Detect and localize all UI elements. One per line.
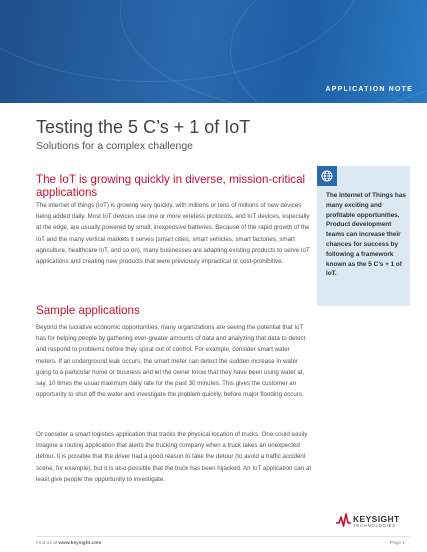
section-paragraph: Or consider a smart logistics application that tracks the physical location of trucks. One could easily imagine a routing application that alerts the trucking company when a truck takes an unexpected detour. It is possible that the driver had a good reason to take the detour (to avoid a traffic accident scene, for example), but it is also possible that the truck has been hijacked. An IoT application can at least give people the opportunity to investigate. [36, 431, 312, 483]
callout-box [317, 166, 410, 306]
keysight-wave-icon [336, 513, 351, 527]
section-heading-sample-applications: Sample applications [36, 304, 140, 317]
section-paragraph: Beyond the lucrative economic opportunities, many organizations are seeing the potential that IoT has for helping people by gathering ever-greater amounts of data and analyzing that data to detect and respond to problems before they spiral out of control. For example, consider smart water meters. If an underground leak occurs, the smart meter can detect the sudden increase in water going to a particular home or business and let the owner know that they have been using water at, say, 10 times the usual maximum daily rate for the past 30 minutes. This gives the customer an opportunity to shut off the water and investigate the problem quickly, before major flooding occurs. [36, 324, 306, 399]
keysight-logo [336, 513, 408, 531]
document-title: Testing the 5 C’s + 1 of IoT [36, 117, 251, 137]
footer-website [36, 541, 101, 546]
logo-brand: KEYSIGHT [353, 514, 400, 524]
callout-text: The Internet of Things has many exciting and profitable opportunities. Product development teams can increase their chances for success by following a framework known as the 5 C’s + 1 of IoT. [326, 192, 406, 278]
logo-tagline: TECHNOLOGIES [353, 523, 396, 528]
footer-prefix: Find us at [36, 541, 58, 546]
section-paragraph: The internet of things (IoT) is growing very quickly, with millions or tens of millions of new devices being added daily. Most IoT devices use one or more wireless protocols, and IoT devices, especially at the edge, are usually powered by small, inexpensive batteries. Because of the rapid growth of the IoT and the many vertical markets it serves (smart cities, smart vehicles, smart factories, smart agriculture, healthcare IoT, and so on), many businesses are adapting existing products to serve IoT applications and creating new products that were previously impractical or cost-prohibitive. [36, 202, 310, 266]
document-subtitle: Solutions for a complex challenge [36, 140, 194, 152]
page-number: Page 1 [389, 541, 405, 546]
website-link[interactable]: www.keysight.com [58, 541, 102, 546]
header-banner [0, 0, 427, 103]
section-heading-growth: The IoT is growing quickly in diverse, mission-critical applications [36, 173, 306, 199]
globe-icon [317, 166, 337, 186]
footer-divider [36, 536, 410, 537]
document-type-label: APPLICATION NOTE [325, 86, 413, 93]
